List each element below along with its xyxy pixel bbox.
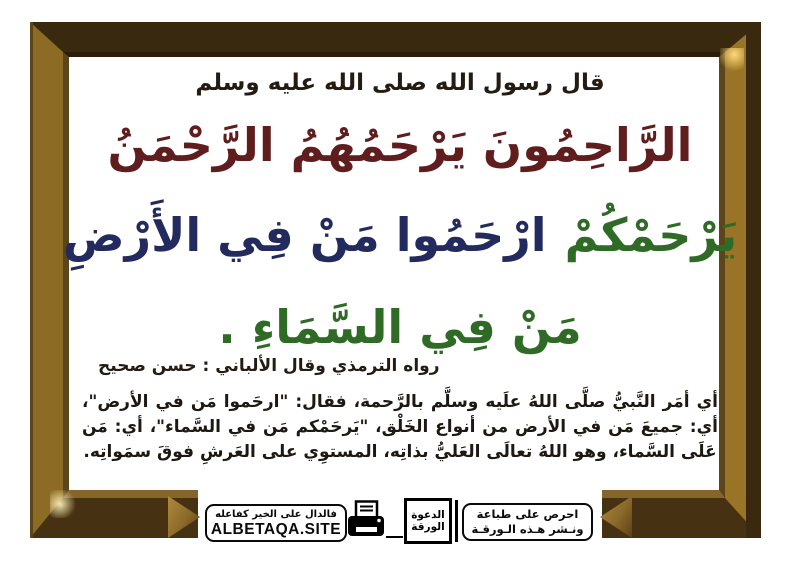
logo-word-bottom: الورقة — [411, 521, 445, 533]
hadith-explanation: أي أمَر النَّبيُّ صلَّى اللهُ علَيه وسلَّم بالرَّحمة، فقال: "ارحَموا مَن في الأرض"، أي: جميعَ مَن في الأرض من أنواع الخَلْق، "يَرحَمْكم مَن في السَّماء"، أي: مَن عَلَى السَّماء، وهو اللهُ تعالَى العَليُّ بذاتِه، المستوِي على العَرشِ فوقَ سمَواتِه. — [82, 392, 718, 462]
site-badge-motto: فالدال على الخير كفاعله — [215, 509, 337, 520]
hadith-line-3: مَنْ فِي السَّمَاءِ . — [218, 300, 582, 354]
print-badge-line-2: ونـشر هـذه الـورقـة — [471, 522, 584, 536]
site-badge — [205, 504, 347, 542]
hadith-intro-line: قال رسول الله صلى الله عليه وسلم — [195, 70, 605, 96]
logo-word-top: الدعوة — [411, 509, 445, 521]
logo-divider-bar — [455, 500, 458, 542]
printer-icon — [346, 500, 386, 546]
hadith-line-1: الرَّاحِمُونَ يَرْحَمُهُمُ الرَّحْمَنُ — [107, 118, 693, 172]
print-badge-line-1: احرص على طباعة — [476, 507, 579, 521]
hadith-line-2-green-part: يَرْحَمْكُمْ — [564, 208, 738, 262]
frame-corner-glint-bottomleft — [50, 490, 78, 518]
hadith-line-2 — [0, 190, 800, 280]
albetaqa-logo — [404, 498, 452, 544]
hadith-attribution: رواه الترمذي وقال الألباني : حسن صحيح — [98, 356, 440, 376]
site-badge-url: ALBETAQA.SITE — [210, 521, 342, 538]
footer-deco-dash-right — [386, 536, 403, 538]
print-encouragement-badge — [462, 503, 593, 541]
hadith-line-2-navy-part: ارْحَمُوا مَنْ فِي الأَرْضِ — [62, 208, 547, 262]
